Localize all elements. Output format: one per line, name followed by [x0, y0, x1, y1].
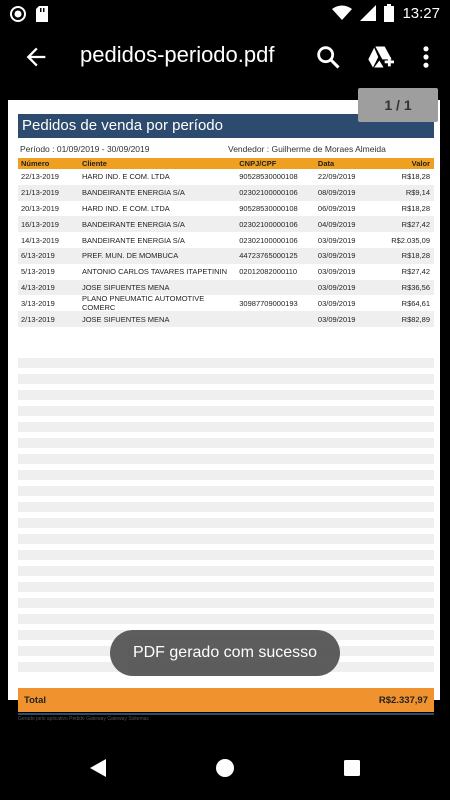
cell-cnpj: 02302100000106: [239, 235, 298, 245]
cell-value: R$64,61: [401, 298, 431, 308]
table-row: [18, 216, 434, 232]
cell-value: R$9,14: [405, 188, 431, 198]
document-title: pedidos-periodo.pdf: [80, 42, 275, 67]
total-label: Total: [24, 694, 46, 706]
cell-number: 20/13-2019: [21, 203, 59, 213]
cell-value: R$27,42: [401, 219, 431, 229]
search-icon[interactable]: [314, 43, 342, 71]
cell-cnpj: 02302100000106: [239, 219, 298, 229]
orders-table: [18, 158, 434, 327]
cell-number: 21/13-2019: [21, 188, 59, 198]
nav-back-icon[interactable]: [88, 758, 108, 778]
table-row: [18, 280, 434, 296]
cell-date: 03/09/2019: [317, 314, 356, 324]
cell-client: PLANO PNEUMATIC AUTOMOTIVE COMERC: [81, 294, 205, 313]
page-indicator: 1 / 1: [358, 88, 438, 122]
signal-icon: [360, 5, 376, 21]
cell-client: BANDEIRANTE ENERGIA S/A: [81, 235, 185, 245]
report-title: Pedidos de venda por período: [18, 114, 434, 138]
cell-number: 22/13-2019: [21, 172, 59, 182]
app-bar: [0, 28, 450, 86]
table-row: [18, 232, 434, 248]
report-seller: Vendedor : Guilherme de Moraes Almeida: [228, 144, 386, 154]
cell-client: HARD IND. E COM. LTDA: [81, 203, 170, 213]
table-header: [18, 158, 434, 169]
cell-cnpj: 44723765000125: [239, 251, 298, 261]
table-row: [18, 169, 434, 185]
header-client: Cliente: [81, 159, 107, 168]
header-date: Data: [317, 159, 335, 168]
cell-number: 4/13-2019: [21, 282, 55, 292]
cell-client: JOSE SIFUENTES MENA: [81, 314, 170, 324]
arrow-back-icon[interactable]: [22, 43, 50, 71]
report-period: Período : 01/09/2019 - 30/09/2019: [20, 144, 150, 154]
nav-recents-icon[interactable]: [342, 758, 362, 778]
cell-date: 03/09/2019: [317, 235, 356, 245]
record-icon: [10, 6, 26, 22]
footer-divider: [18, 713, 434, 715]
cell-number: 14/13-2019: [21, 235, 59, 245]
cell-value: R$18,28: [401, 172, 431, 182]
header-value: Valor: [411, 159, 431, 168]
total-value: R$2.337,97: [378, 694, 428, 706]
battery-icon: [384, 4, 394, 22]
nav-home-icon[interactable]: [215, 758, 235, 778]
table-row: [18, 201, 434, 217]
cell-date: 03/09/2019: [317, 267, 356, 277]
cell-value: R$36,56: [401, 282, 431, 292]
header-number: Número: [21, 159, 50, 168]
cell-cnpj: 90528530000108: [239, 203, 298, 213]
cell-value: R$18,28: [401, 203, 431, 213]
cell-value: R$18,28: [401, 251, 431, 261]
more-vert-icon[interactable]: [412, 43, 440, 71]
cell-number: 2/13-2019: [21, 314, 55, 324]
footer-note: Gerado pelo aplicativo Pedido Gateway Gateway Sistemas: [18, 716, 149, 722]
sd-card-icon: [36, 6, 48, 22]
table-row: [18, 295, 434, 311]
cell-client: ANTONIO CARLOS TAVARES ITAPETININ: [81, 267, 227, 277]
cell-number: 16/13-2019: [21, 219, 59, 229]
cell-number: 5/13-2019: [21, 267, 55, 277]
cell-date: 03/09/2019: [317, 298, 356, 308]
cell-cnpj: 02302100000106: [239, 188, 298, 198]
cell-client: JOSE SIFUENTES MENA: [81, 282, 170, 292]
cell-value: R$27,42: [401, 267, 431, 277]
status-bar: [0, 0, 450, 28]
cell-client: HARD IND. E COM. LTDA: [81, 172, 170, 182]
cell-date: 22/09/2019: [317, 172, 356, 182]
table-row: [18, 264, 434, 280]
cell-client: PREF. MUN. DE MOMBUCA: [81, 251, 179, 261]
cell-cnpj: 30987709000193: [239, 298, 298, 308]
header-cnpj: CNPJ/CPF: [239, 159, 277, 168]
toast-message: PDF gerado com sucesso: [110, 630, 340, 676]
cell-date: 03/09/2019: [317, 282, 356, 292]
table-row: [18, 311, 434, 327]
table-row: [18, 185, 434, 201]
cell-value: R$82,89: [401, 314, 431, 324]
table-row: [18, 248, 434, 264]
total-row: [18, 688, 434, 712]
cell-cnpj: 02012082000110: [239, 267, 298, 277]
pdf-page: [8, 100, 440, 722]
wifi-icon: [332, 5, 352, 21]
cell-date: 06/09/2019: [317, 203, 356, 213]
cell-cnpj: 90528530000108: [239, 172, 298, 182]
cell-number: 3/13-2019: [21, 298, 55, 308]
navigation-bar: [0, 736, 450, 800]
cell-client: BANDEIRANTE ENERGIA S/A: [81, 219, 185, 229]
drive-add-icon[interactable]: [366, 43, 394, 71]
cell-value: R$2.035,09: [391, 235, 431, 245]
cell-date: 03/09/2019: [317, 251, 356, 261]
cell-client: BANDEIRANTE ENERGIA S/A: [81, 188, 185, 198]
clock: 13:27: [402, 4, 440, 22]
cell-number: 6/13-2019: [21, 251, 55, 261]
cell-date: 08/09/2019: [317, 188, 356, 198]
cell-date: 04/09/2019: [317, 219, 356, 229]
